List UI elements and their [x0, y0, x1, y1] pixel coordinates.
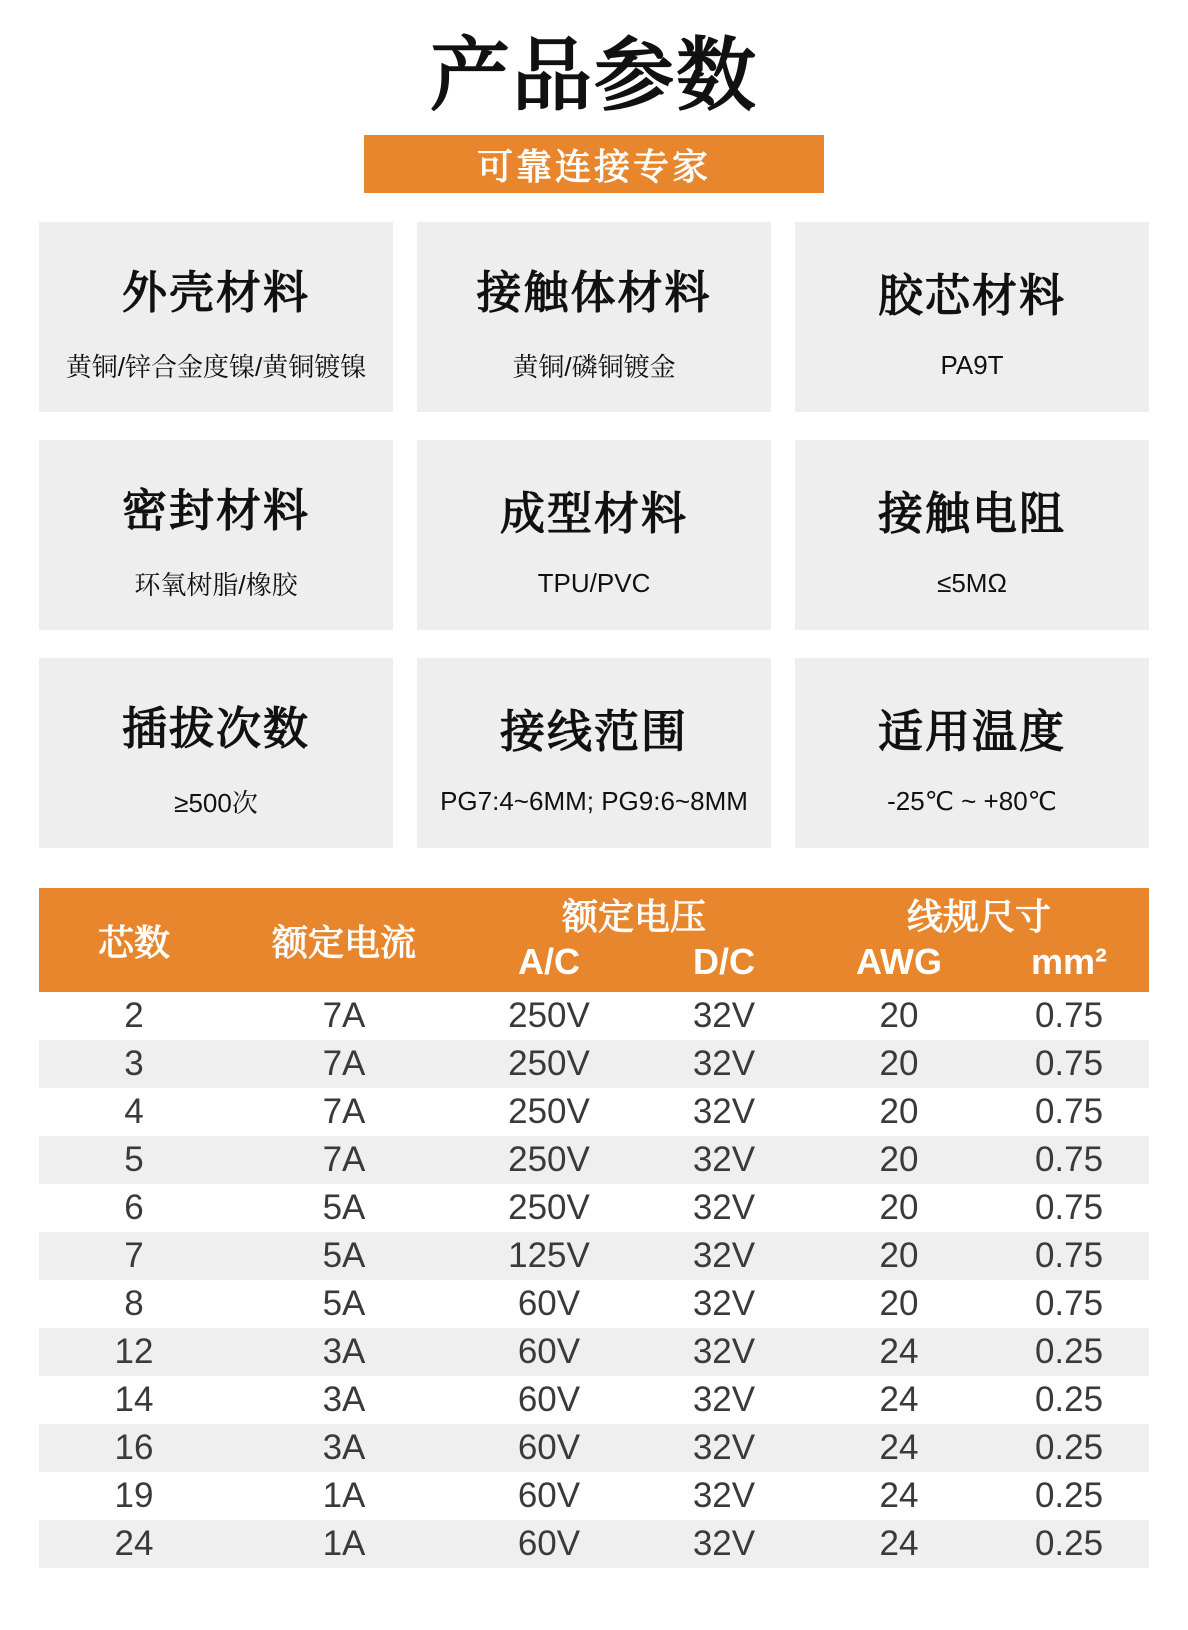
spec-card-value: 黄铜/磷铜镀金 — [512, 352, 676, 382]
cell-awg: 20 — [879, 1284, 919, 1323]
cell-dc: 32V — [692, 1284, 756, 1323]
spec-card-title: 适用温度 — [877, 706, 1066, 757]
cell-current: 7A — [322, 996, 366, 1035]
cell-current: 3A — [322, 1332, 366, 1371]
cell-current: 5A — [322, 1236, 366, 1275]
cell-awg: 20 — [879, 1236, 919, 1275]
spec-cards-grid — [39, 222, 1149, 848]
spec-card — [795, 440, 1149, 630]
spec-card-title: 成型材料 — [499, 488, 688, 539]
cell-mm2: 0.25 — [1034, 1332, 1104, 1371]
table-row — [39, 1040, 1149, 1088]
cell-ac: 250V — [508, 1044, 590, 1083]
spec-card-value: PA9T — [940, 350, 1004, 380]
table-row — [39, 1232, 1149, 1280]
cell-ac: 125V — [508, 1236, 590, 1275]
spec-card — [417, 440, 771, 630]
cell-awg: 24 — [879, 1380, 919, 1419]
cell-dc: 32V — [692, 1044, 756, 1083]
spec-card-title: 外壳材料 — [121, 267, 310, 318]
cell-awg: 24 — [879, 1476, 919, 1515]
banner — [364, 135, 824, 193]
cell-dc: 32V — [692, 1428, 756, 1467]
cell-awg: 20 — [879, 1140, 919, 1179]
cell-mm2: 0.25 — [1034, 1428, 1104, 1467]
cell-cores: 8 — [124, 1284, 144, 1323]
cell-cores: 3 — [124, 1044, 144, 1083]
cell-awg: 20 — [879, 1044, 919, 1083]
table-row — [39, 1520, 1149, 1568]
cell-ac: 60V — [517, 1284, 581, 1323]
cell-current: 3A — [322, 1428, 366, 1467]
cell-current: 1A — [322, 1476, 366, 1515]
cell-current: 7A — [322, 1140, 366, 1179]
spec-card-value: 环氧树脂/橡胶 — [134, 570, 298, 600]
cell-ac: 250V — [508, 996, 590, 1035]
product-parameters-page — [0, 30, 1188, 1630]
cell-mm2: 0.75 — [1034, 1092, 1104, 1131]
cell-ac: 250V — [508, 1140, 590, 1179]
spec-card-title: 密封材料 — [121, 485, 310, 536]
cell-cores: 16 — [114, 1428, 154, 1467]
cell-ac: 250V — [508, 1092, 590, 1131]
cell-current: 5A — [322, 1284, 366, 1323]
table-row — [39, 1136, 1149, 1184]
spec-card — [417, 222, 771, 412]
cell-mm2: 0.75 — [1034, 996, 1104, 1035]
cell-dc: 32V — [692, 1188, 756, 1227]
col-header-ac: A/C — [459, 940, 639, 992]
cell-current: 1A — [322, 1524, 366, 1563]
cell-current: 7A — [322, 1092, 366, 1131]
cell-awg: 24 — [879, 1524, 919, 1563]
cell-cores: 4 — [124, 1092, 144, 1131]
spec-card-value: ≤5MΩ — [937, 568, 1007, 598]
table-row — [39, 1280, 1149, 1328]
col-header-current: 额定电流 — [229, 888, 459, 992]
spec-table-body — [39, 992, 1149, 1568]
cell-awg: 20 — [879, 996, 919, 1035]
cell-awg: 24 — [879, 1332, 919, 1371]
table-row — [39, 1184, 1149, 1232]
spec-card-title: 胶芯材料 — [877, 270, 1066, 321]
table-row — [39, 1424, 1149, 1472]
cell-dc: 32V — [692, 1380, 756, 1419]
col-header-wire-group: 线规尺寸 — [809, 888, 1149, 940]
cell-ac: 60V — [517, 1428, 581, 1467]
cell-mm2: 0.25 — [1034, 1380, 1104, 1419]
cell-mm2: 0.75 — [1034, 1140, 1104, 1179]
spec-card-value: 黄铜/锌合金度镍/黄铜镀镍 — [65, 352, 367, 382]
spec-table — [39, 888, 1149, 1568]
table-row — [39, 1088, 1149, 1136]
table-row — [39, 1328, 1149, 1376]
cell-dc: 32V — [692, 996, 756, 1035]
spec-card — [39, 658, 393, 848]
col-header-dc: D/C — [639, 940, 809, 992]
spec-card — [39, 440, 393, 630]
cell-ac: 60V — [517, 1332, 581, 1371]
cell-dc: 32V — [692, 1524, 756, 1563]
page-title: 产品参数 — [430, 31, 758, 120]
spec-card — [795, 222, 1149, 412]
cell-ac: 60V — [517, 1380, 581, 1419]
spec-card-value: -25℃ ~ +80℃ — [887, 786, 1057, 816]
cell-mm2: 0.25 — [1034, 1476, 1104, 1515]
cell-awg: 20 — [879, 1092, 919, 1131]
cell-dc: 32V — [692, 1476, 756, 1515]
cell-dc: 32V — [692, 1332, 756, 1371]
spec-card-title: 接触体材料 — [476, 267, 712, 318]
spec-card-title: 接线范围 — [499, 706, 688, 757]
cell-cores: 14 — [114, 1380, 154, 1419]
cell-current: 5A — [322, 1188, 366, 1227]
cell-mm2: 0.75 — [1034, 1284, 1104, 1323]
spec-card — [795, 658, 1149, 848]
cell-cores: 5 — [124, 1140, 144, 1179]
cell-cores: 7 — [124, 1236, 144, 1275]
spec-card-value: ≥500次 — [174, 788, 258, 818]
cell-awg: 20 — [879, 1188, 919, 1227]
table-row — [39, 1376, 1149, 1424]
cell-ac: 250V — [508, 1188, 590, 1227]
cell-mm2: 0.25 — [1034, 1524, 1104, 1563]
spec-table-header — [39, 888, 1149, 992]
cell-current: 7A — [322, 1044, 366, 1083]
cell-mm2: 0.75 — [1034, 1044, 1104, 1083]
table-row — [39, 1472, 1149, 1520]
col-header-mm2: mm² — [989, 940, 1149, 992]
spec-card-title: 插拔次数 — [121, 703, 310, 754]
table-row — [39, 992, 1149, 1040]
header-row-groups — [39, 888, 1149, 940]
cell-dc: 32V — [692, 1236, 756, 1275]
cell-cores: 12 — [114, 1332, 154, 1371]
col-header-voltage-group: 额定电压 — [459, 888, 809, 940]
spec-card — [417, 658, 771, 848]
cell-dc: 32V — [692, 1092, 756, 1131]
banner-label: 可靠连接专家 — [476, 145, 711, 187]
col-header-cores: 芯数 — [39, 888, 229, 992]
cell-dc: 32V — [692, 1140, 756, 1179]
spec-card-title: 接触电阻 — [877, 488, 1066, 539]
cell-cores: 2 — [124, 996, 144, 1035]
cell-ac: 60V — [517, 1476, 581, 1515]
cell-cores: 19 — [114, 1476, 154, 1515]
cell-current: 3A — [322, 1380, 366, 1419]
spec-card-value: TPU/PVC — [537, 568, 651, 598]
spec-card-value: PG7:4~6MM; PG9:6~8MM — [440, 786, 748, 816]
cell-mm2: 0.75 — [1034, 1188, 1104, 1227]
cell-awg: 24 — [879, 1428, 919, 1467]
cell-cores: 6 — [124, 1188, 144, 1227]
cell-ac: 60V — [517, 1524, 581, 1563]
spec-card — [39, 222, 393, 412]
col-header-awg: AWG — [809, 940, 989, 992]
cell-cores: 24 — [114, 1524, 154, 1563]
cell-mm2: 0.75 — [1034, 1236, 1104, 1275]
